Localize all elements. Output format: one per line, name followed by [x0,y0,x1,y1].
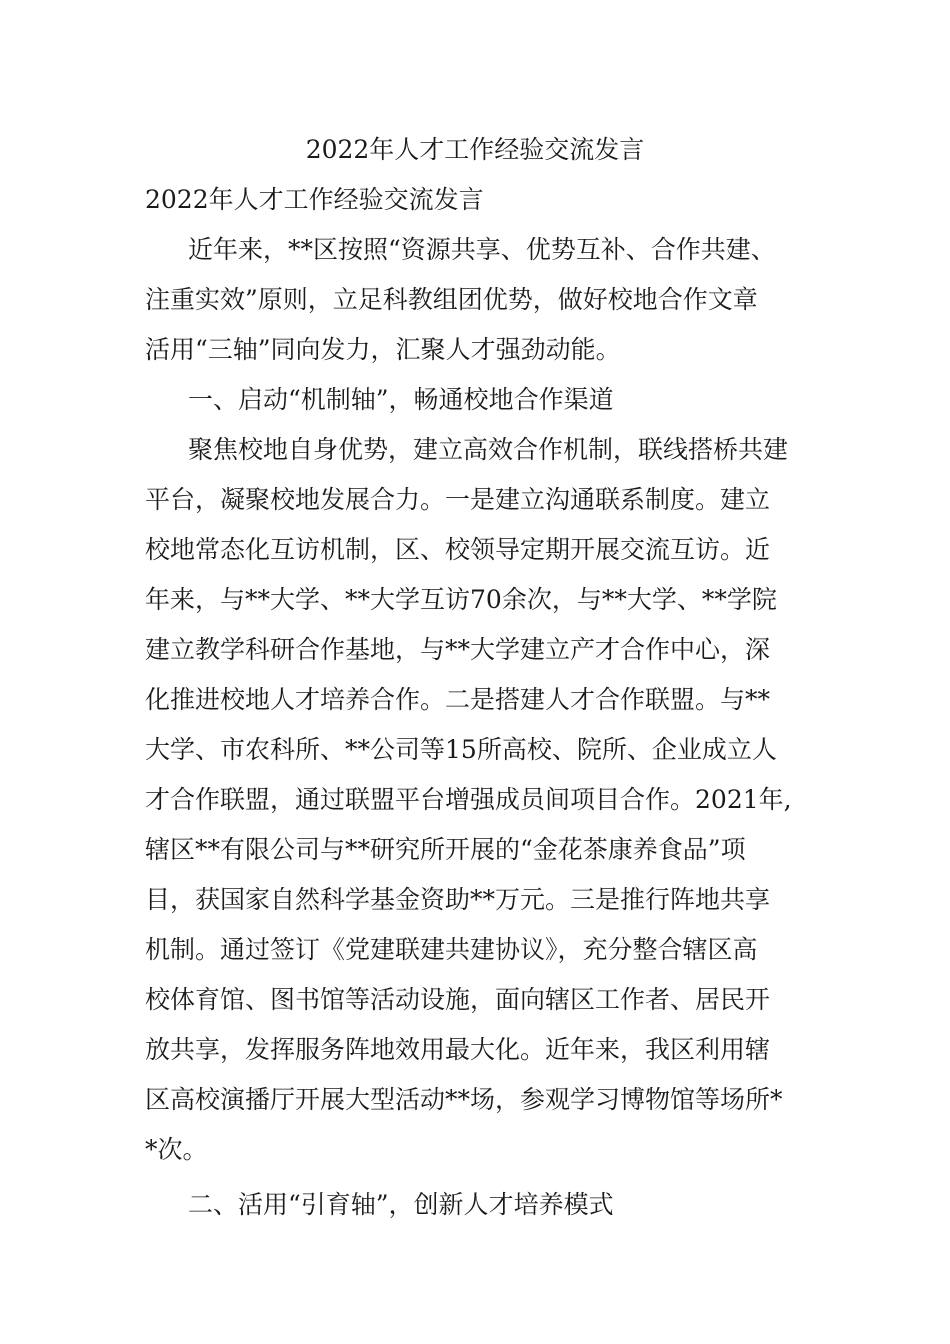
paragraph-line: 注重实效”原则，立足科教组团优势，做好校地合作文章 [145,285,758,314]
section-heading: 一、启动“机制轴”，畅通校地合作渠道 [188,385,614,414]
paragraph-line: 辖区**有限公司与**研究所开展的“金花茶康养食品”项 [145,835,746,864]
paragraph-line: 才合作联盟，通过联盟平台增强成员间项目合作。2021年, [145,785,792,814]
paragraph-line: 化推进校地人才培养合作。二是搭建人才合作联盟。与** [145,685,771,714]
paragraph-line: 机制。通过签订《党建联建共建协议》，充分整合辖区高 [145,935,758,964]
paragraph-line: 平台，凝聚校地发展合力。一是建立沟通联系制度。建立 [145,485,771,514]
paragraph-line: 区高校演播厅开展大型活动**场，参观学习博物馆等场所* [145,1085,783,1114]
paragraph-line: 建立教学科研合作基地，与**大学建立产才合作中心，深 [145,635,771,664]
paragraph-line: 目，获国家自然科学基金资助**万元。三是推行阵地共享 [145,885,771,914]
paragraph-line: 校地常态化互访机制，区、校领导定期开展交流互访。近 [145,535,771,564]
paragraph-line: *次。 [145,1135,208,1164]
section-heading: 二、活用“引育轴”，创新人才培养模式 [188,1190,614,1219]
paragraph-line: 聚焦校地自身优势，建立高效合作机制，联线搭桥共建 [188,435,789,464]
paragraph-line: 放共享，发挥服务阵地效用最大化。近年来，我区利用辖 [145,1035,771,1064]
paragraph-line: 近年来，**区按照“资源共享、优势互补、合作共建、 [188,235,776,264]
paragraph-line: 年来，与**大学、**大学互访70余次，与**大学、**学院 [145,585,777,614]
document-title: 2022年人才工作经验交流发言 [305,135,645,164]
paragraph-line: 活用“三轴”同向发力，汇聚人才强劲动能。 [145,335,621,364]
paragraph-line: 大学、市农科所、**公司等15所高校、院所、企业成立人 [145,735,777,764]
document-subtitle: 2022年人才工作经验交流发言 [145,185,484,214]
paragraph-line: 校体育馆、图书馆等活动设施，面向辖区工作者、居民开 [145,985,771,1014]
